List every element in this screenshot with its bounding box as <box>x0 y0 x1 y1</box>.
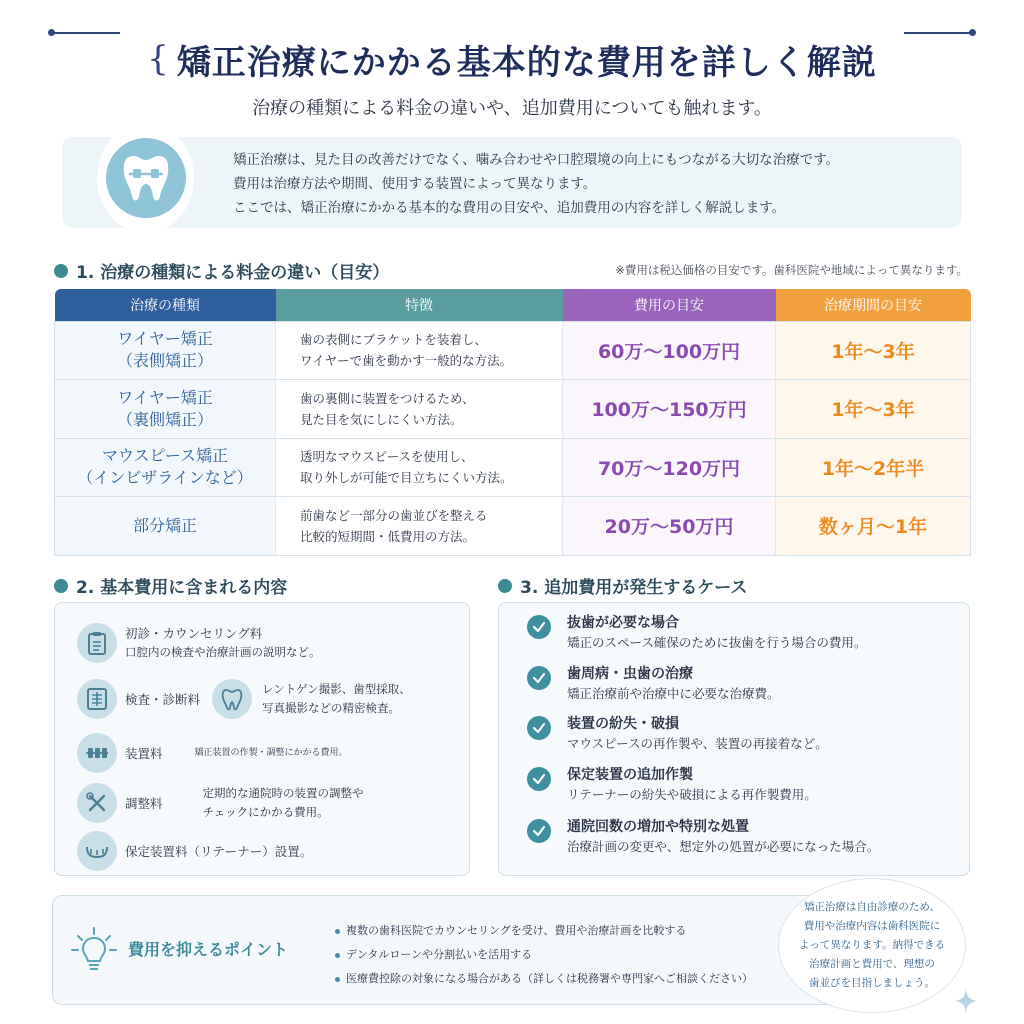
case-item <box>527 613 866 653</box>
section2-heading <box>54 573 287 598</box>
section-bullet <box>54 264 68 278</box>
treatment-type: マウスピース矯正 （インビザラインなど） <box>55 438 276 497</box>
title-row <box>0 34 1024 84</box>
case-item <box>527 664 780 704</box>
case-desc: マウスピースの再作製や、装置の再接着など。 <box>567 736 828 751</box>
case-title: 歯周病・虫歯の治療 <box>567 666 693 682</box>
intro-line-1: 矯正治療は、見た目の改善だけでなく、噛み合わせや口腔環境の向上にもつながる大切な治療です。 <box>233 152 840 168</box>
case-desc: 治療計画の変更や、想定外の処置が必要になった場合。 <box>567 839 880 854</box>
list-item: デンタルローンや分割払いを活用する <box>335 943 753 967</box>
case-desc: リテーナーの紛失や破損による再作製費用。 <box>567 787 817 802</box>
page-title: 矯正治療にかかる基本的な費用を詳しく解説 <box>176 42 877 83</box>
braces-icon <box>77 733 117 773</box>
check-icon <box>527 716 551 740</box>
list-item: 医療費控除の対象になる場合がある（詳しくは税務署や専門家へご相談ください） <box>335 967 753 991</box>
tips-title: 費用を抑えるポイント <box>128 940 289 959</box>
basic-item-desc-line: チェックにかかる費用。 <box>202 805 329 819</box>
fee-table <box>54 289 971 556</box>
basic-item-name: 調整料 <box>125 796 163 811</box>
price-note: ※費用は税込価格の目安です。歯科医院や地域によって異なります。 <box>615 263 968 277</box>
treatment-period: 1年～3年 <box>776 321 971 380</box>
case-title: 通院回数の増加や特別な処置 <box>567 819 749 835</box>
treatment-type: ワイヤー矯正 （裏側矯正） <box>55 380 276 439</box>
treatment-cost: 20万～50万円 <box>563 497 776 556</box>
basic-item-desc-line: 定期的な通院時の装置の調整や <box>202 786 364 800</box>
section-bullet <box>54 579 68 593</box>
treatment-cost: 100万～150万円 <box>563 380 776 439</box>
treatment-type: ワイヤー矯正 （表側矯正） <box>55 321 276 380</box>
treatment-period: 1年～3年 <box>776 380 971 439</box>
retainer-icon <box>77 831 117 871</box>
case-title: 抜歯が必要な場合 <box>567 615 679 631</box>
section1-title: 1. 治療の種類による料金の違い（目安） <box>76 263 390 283</box>
basic-item-counseling <box>77 623 321 663</box>
basic-item-desc: 矯正装置の作製・調整にかかる費用。 <box>194 747 348 758</box>
section3-title: 3. 追加費用が発生するケース <box>520 578 748 598</box>
bullet-icon <box>335 953 340 958</box>
treatment-period: 1年～2年半 <box>776 438 971 497</box>
col-header-feature: 特徴 <box>276 289 563 321</box>
case-item <box>527 817 879 857</box>
table-header-row <box>55 289 971 321</box>
list-item: 複数の歯科医院でカウンセリングを受け、費用や治療計画を比較する <box>335 919 753 943</box>
intro-text <box>233 148 953 220</box>
lightbulb-icon <box>70 926 118 980</box>
case-title: 保定装置の追加作製 <box>567 767 693 783</box>
page-subtitle: 治療の種類による料金の違いや、追加費用についても触れます。 <box>252 98 772 119</box>
check-icon <box>527 615 551 639</box>
intro-icon-wrap <box>97 123 194 233</box>
table-row <box>55 497 971 556</box>
tips-list <box>335 919 753 991</box>
case-item <box>527 714 828 754</box>
basic-item-name: 検査・診断料 <box>125 692 201 707</box>
tools-icon <box>77 783 117 823</box>
treatment-feature: 歯の表側にブラケットを装着し、 ワイヤーで歯を動かす一般的な方法。 <box>276 321 563 380</box>
treatment-feature: 前歯など一部分の歯並びを整える 比較的短期間・低費用の方法。 <box>276 497 563 556</box>
xray-icon <box>77 679 117 719</box>
section-bullet <box>498 579 512 593</box>
section3-heading <box>498 573 747 598</box>
basic-item-exam <box>77 679 411 719</box>
treatment-cost: 60万～100万円 <box>563 321 776 380</box>
check-icon <box>527 666 551 690</box>
case-desc: 矯正治療前や治療中に必要な治療費。 <box>567 686 780 701</box>
title-brace-deco: { <box>147 39 169 79</box>
table-row <box>55 438 971 497</box>
case-item <box>527 765 817 805</box>
table-row <box>55 321 971 380</box>
basic-fees-panel <box>54 602 470 876</box>
col-header-period: 治療期間の目安 <box>776 289 971 321</box>
basic-item-desc: 口腔内の検査や治療計画の説明など。 <box>125 645 321 659</box>
section1-heading <box>54 258 389 283</box>
additional-fees-panel <box>498 602 970 876</box>
table-row <box>55 380 971 439</box>
advice-bubble: 矯正治療は自由診療のため、 費用や治療内容は歯科医院に よって異なります。納得できる 治療計画と費用で、理想の 歯並びを目指しましょう。 <box>778 878 966 1013</box>
intro-line-2: 費用は治療方法や期間、使用する装置によって異なります。 <box>233 176 597 192</box>
basic-item-name: 装置料 <box>125 746 163 761</box>
basic-item-adjustment <box>77 783 364 823</box>
check-icon <box>527 767 551 791</box>
treatment-feature: 歯の裏側に装置をつけるため、 見た目を気にしにくい方法。 <box>276 380 563 439</box>
bullet-icon <box>335 977 340 982</box>
case-desc: 矯正のスペース確保のために抜歯を行う場合の費用。 <box>567 635 867 650</box>
tooth-scan-icon <box>212 679 252 719</box>
basic-item-desc-line: レントゲン撮影、歯型採取、 <box>262 682 411 696</box>
tooth-braces-icon <box>106 138 186 218</box>
clipboard-icon <box>77 623 117 663</box>
treatment-type: 部分矯正 <box>55 497 276 556</box>
bullet-icon <box>335 929 340 934</box>
intro-line-3: ここでは、矯正治療にかかる基本的な費用の目安や、追加費用の内容を詳しく解説します。 <box>233 200 786 216</box>
basic-item-name: 保定装置料（リテーナー）設置。 <box>125 844 313 859</box>
case-title: 装置の紛失・破損 <box>567 716 679 732</box>
col-header-type: 治療の種類 <box>55 289 276 321</box>
treatment-cost: 70万～120万円 <box>563 438 776 497</box>
basic-item-desc-line: 写真撮影などの精密検査。 <box>262 701 401 715</box>
basic-item-name: 初診・カウンセリング料 <box>125 626 263 641</box>
basic-item-device <box>77 733 348 773</box>
section2-title: 2. 基本費用に含まれる内容 <box>76 578 288 598</box>
sparkle-icon <box>955 988 977 1018</box>
col-header-cost: 費用の目安 <box>563 289 776 321</box>
check-icon <box>527 819 551 843</box>
treatment-period: 数ヶ月～1年 <box>776 497 971 556</box>
treatment-feature: 透明なマウスピースを使用し、 取り外しが可能で目立ちにくい方法。 <box>276 438 563 497</box>
basic-item-retainer <box>77 831 312 871</box>
